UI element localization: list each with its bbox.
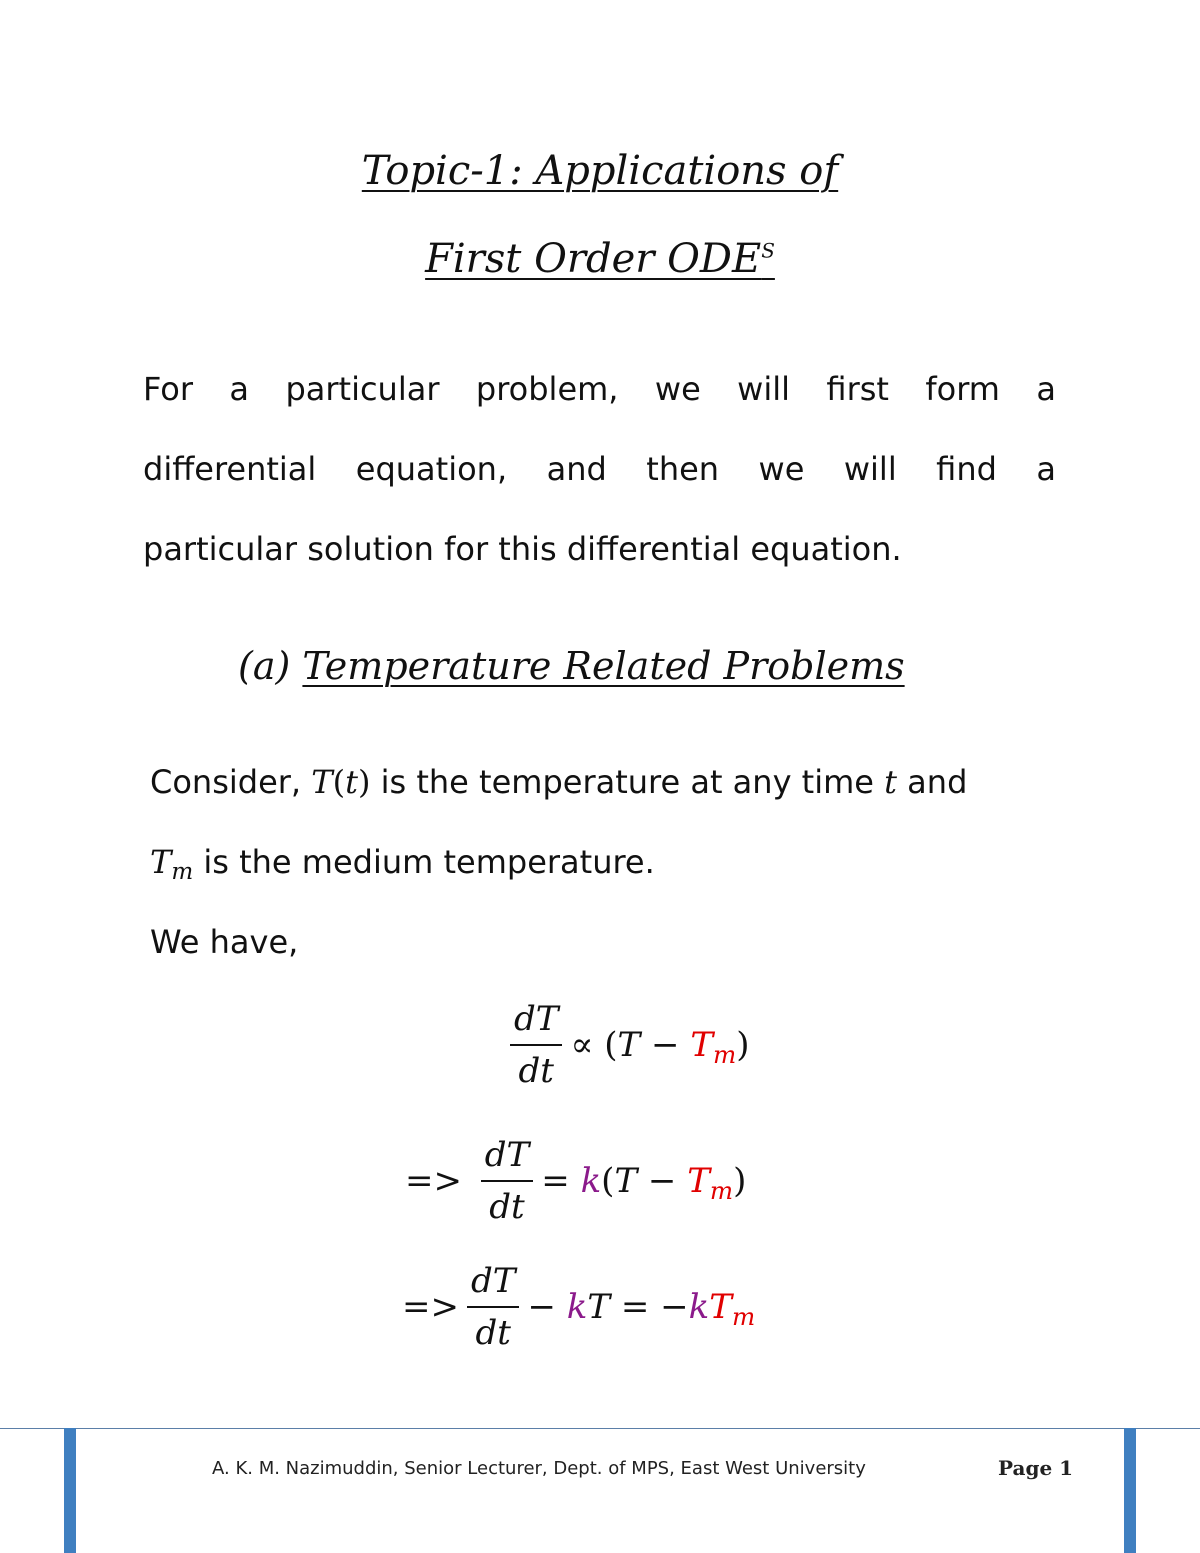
consider-suffix: and [897, 763, 968, 801]
fraction-dT-dt: $\frac{dT}{dt}$ [481, 1130, 533, 1232]
var-t: t [884, 763, 897, 801]
var-T: T [311, 763, 333, 801]
fraction-dT-dt: $\frac{dT}{dt}$ [510, 994, 562, 1096]
fraction-dT-dt: $\frac{dT}{dt}$ [467, 1256, 519, 1358]
consider-line-1 [150, 742, 1058, 822]
consider-mid: is the temperature at any time [370, 763, 885, 801]
consider-prefix: Consider, [150, 763, 312, 801]
intro-paragraph [143, 349, 1056, 589]
page-number: Page 1 [998, 1456, 1074, 1480]
consider-line-2-text: is the medium temperature. [193, 843, 655, 881]
footer-divider [0, 1428, 1200, 1429]
page-title-line-2 [0, 236, 1200, 282]
var-Tm: $T_m$ [150, 843, 194, 886]
proportional-symbol: ∝ [570, 1025, 594, 1065]
var-Tm: $T_m$ [709, 1287, 756, 1331]
equation-2: => $\frac{dT}{dt}$ = k ( T − $T_m$ ) [405, 1130, 746, 1232]
implies-symbol: => [402, 1287, 459, 1327]
page-title-superscript: S [761, 238, 775, 263]
section-heading [238, 644, 905, 688]
intro-line-3: particular solution for this differential equation. [143, 530, 902, 568]
var-k: k [580, 1161, 602, 1201]
page-title-line-2-text: First Order ODE [425, 236, 762, 282]
page-title-line-1: Topic-1: Applications of [361, 148, 839, 194]
consider-line-2 [150, 822, 1058, 902]
footer-left-bar [64, 1428, 76, 1553]
var-t-arg: (t) [332, 763, 371, 801]
consider-paragraph [150, 742, 1058, 982]
intro-line-1: For a particular problem, we will first form a [143, 370, 1056, 408]
equation-3: => $\frac{dT}{dt}$ − k T = − k $T_m$ [402, 1256, 755, 1358]
equation-1: $\frac{dT}{dt}$ ∝ ( T − $T_m$ ) [502, 994, 750, 1096]
footer-right-bar [1124, 1428, 1136, 1553]
implies-symbol: => [405, 1161, 462, 1201]
var-Tm: $T_m$ [687, 1161, 734, 1205]
footer-author: A. K. M. Nazimuddin, Senior Lecturer, Dept. of MPS, East West University [212, 1458, 866, 1479]
var-k: k [688, 1287, 710, 1327]
section-title: Temperature Related Problems [302, 644, 905, 688]
var-Tm: $T_m$ [690, 1025, 737, 1069]
section-label: (a) [238, 644, 291, 688]
consider-line-3: We have, [150, 923, 299, 961]
intro-line-2: differential equation, and then we will find a [143, 450, 1056, 488]
var-k: k [566, 1287, 588, 1327]
